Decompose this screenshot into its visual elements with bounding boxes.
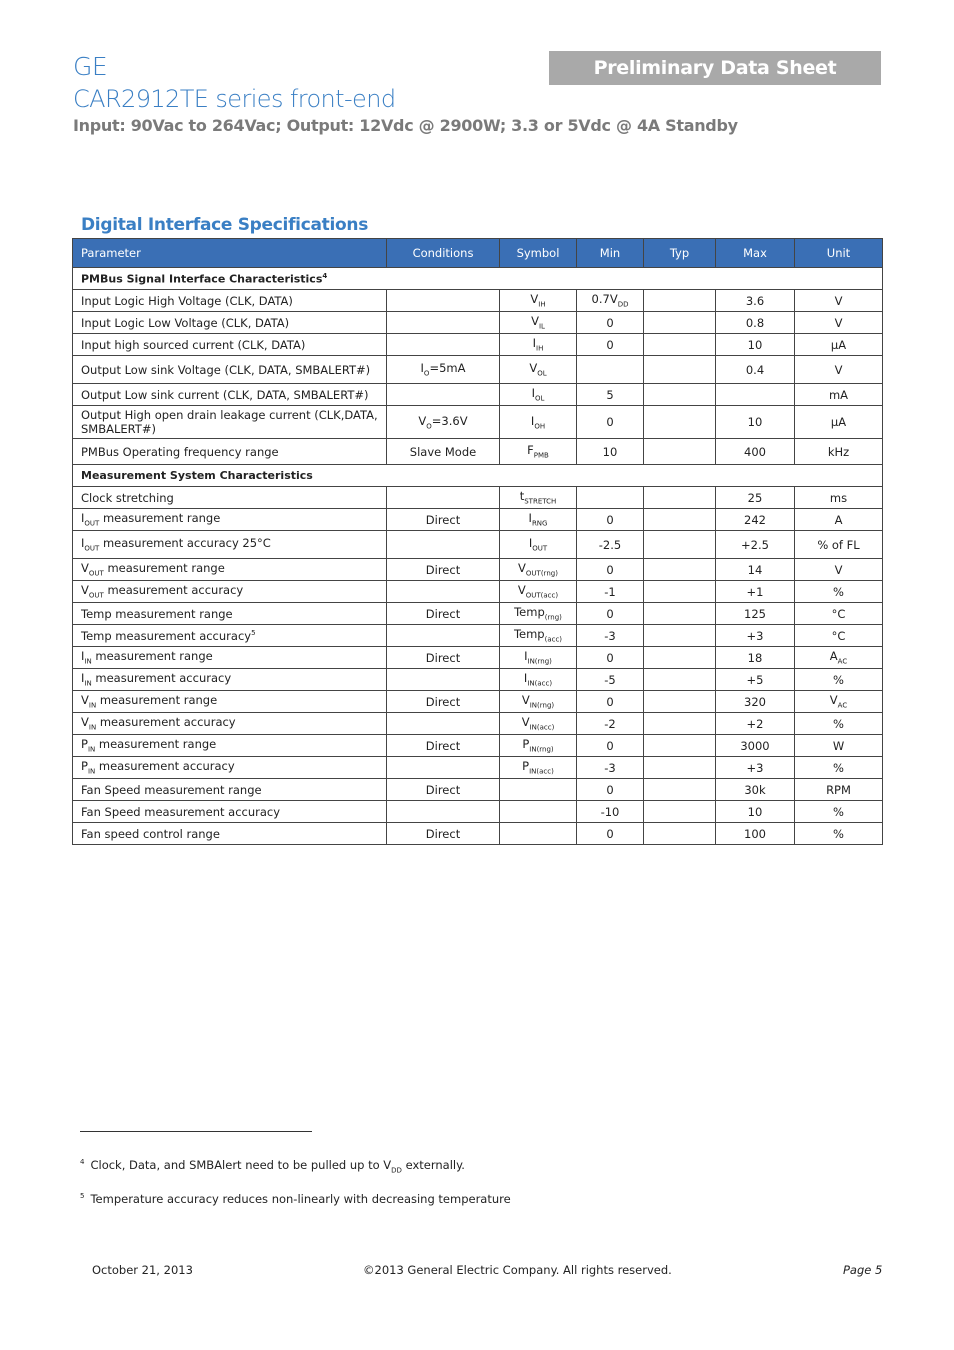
footnote-divider (80, 1131, 312, 1132)
cell-typ (644, 713, 716, 735)
cell-sym: $V_{IN(acc)}$ (500, 713, 577, 735)
cell-max: 320 (716, 691, 795, 713)
cell-param: Output Low sink Voltage (CLK, DATA, SMBALERT#) (73, 356, 387, 384)
cell-min: 0 (577, 406, 644, 439)
cell-min: -3 (577, 757, 644, 779)
cell-typ (644, 669, 716, 691)
cell-unit: kHz (795, 439, 883, 465)
cell-cond (387, 581, 500, 603)
section-title: Digital Interface Specifications (81, 215, 369, 235)
cell-max: 25 (716, 487, 795, 509)
cell-max: 0.4 (716, 356, 795, 384)
cell-cond: $V_O=3.6V$ (387, 406, 500, 439)
cell-cond (387, 669, 500, 691)
cell-typ (644, 757, 716, 779)
cell-min: 0 (577, 823, 644, 845)
cell-unit: % (795, 713, 883, 735)
table-row (73, 531, 883, 559)
cell-cond (387, 290, 500, 312)
cell-cond: Direct (387, 691, 500, 713)
cell-unit: $A_{AC}$ (795, 647, 883, 669)
footnote-4: $^4$ Clock, Data, and SMBAlert need to be pulled up to $V_{DD}$ externally. (80, 1158, 465, 1175)
cell-max: 400 (716, 439, 795, 465)
cell-min: 0 (577, 312, 644, 334)
cell-sym: $I_{OUT}$ (500, 531, 577, 559)
cell-max: 14 (716, 559, 795, 581)
cell-cond (387, 625, 500, 647)
table-row (73, 625, 883, 647)
cell-typ (644, 356, 716, 384)
cell-cond (387, 801, 500, 823)
cell-sym: $t_{STRETCH}$ (500, 487, 577, 509)
cell-param: $I_{IN}$ measurement accuracy (73, 669, 387, 691)
footer-copyright: ©2013 General Electric Company. All rights reserved. (363, 1263, 672, 1277)
cell-sym: $V_{IH}$ (500, 290, 577, 312)
cell-cond (387, 713, 500, 735)
table-row (73, 439, 883, 465)
cell-typ (644, 312, 716, 334)
cell-max: +2.5 (716, 531, 795, 559)
section-label: PMBus Signal Interface Characteristics (81, 272, 323, 286)
cell-param: Fan speed control range (73, 823, 387, 845)
cell-unit: ms (795, 487, 883, 509)
header-max: Max (716, 239, 795, 268)
cell-typ (644, 823, 716, 845)
cell-sym: $V_{OUT(rng)}$ (500, 559, 577, 581)
table-section-row (73, 465, 883, 487)
header-unit: Unit (795, 239, 883, 268)
table-header-row (73, 239, 883, 268)
cell-unit: µA (795, 406, 883, 439)
table-row (73, 559, 883, 581)
cell-min: -10 (577, 801, 644, 823)
cell-typ (644, 290, 716, 312)
table-row (73, 757, 883, 779)
footnote-5: $^5$ Temperature accuracy reduces non-linearly with decreasing temperature (80, 1192, 511, 1206)
cell-max: 0.8 (716, 312, 795, 334)
table-row (73, 801, 883, 823)
cell-param: Temp measurement accuracy$^5$ (73, 625, 387, 647)
table-row (73, 384, 883, 406)
cell-cond: Direct (387, 735, 500, 757)
table-row (73, 487, 883, 509)
cell-param: PMBus Operating frequency range (73, 439, 387, 465)
cell-param: $I_{OUT}$ measurement accuracy 25°C (73, 531, 387, 559)
cell-max: +1 (716, 581, 795, 603)
cell-typ (644, 439, 716, 465)
cell-typ (644, 603, 716, 625)
footnote-ref: 4 (322, 271, 328, 280)
cell-cond: Direct (387, 559, 500, 581)
cell-typ (644, 691, 716, 713)
cell-max: 3.6 (716, 290, 795, 312)
cell-max: +2 (716, 713, 795, 735)
cell-max: +5 (716, 669, 795, 691)
cell-sym (500, 779, 577, 801)
cell-sym: $I_{IH}$ (500, 334, 577, 356)
table-row (73, 290, 883, 312)
cell-unit: V (795, 559, 883, 581)
cell-typ (644, 487, 716, 509)
cell-unit: % (795, 669, 883, 691)
cell-param: Temp measurement range (73, 603, 387, 625)
cell-max (716, 384, 795, 406)
cell-min: 0 (577, 691, 644, 713)
cell-cond: Slave Mode (387, 439, 500, 465)
cell-sym (500, 823, 577, 845)
cell-min: -5 (577, 669, 644, 691)
cell-cond (387, 384, 500, 406)
cell-max: 10 (716, 801, 795, 823)
cell-unit: V (795, 356, 883, 384)
cell-sym: $I_{IN(acc)}$ (500, 669, 577, 691)
cell-min: -2 (577, 713, 644, 735)
cell-sym: $I_{IN(rng)}$ (500, 647, 577, 669)
cell-max: +3 (716, 757, 795, 779)
table-row (73, 691, 883, 713)
cell-sym: $P_{IN(rng)}$ (500, 735, 577, 757)
cell-sym: $V_{IN(rng)}$ (500, 691, 577, 713)
table-row (73, 779, 883, 801)
table-row (73, 312, 883, 334)
cell-param: $I_{IN}$ measurement range (73, 647, 387, 669)
cell-typ (644, 559, 716, 581)
cell-max: 18 (716, 647, 795, 669)
header-typ: Typ (644, 239, 716, 268)
footer-page-number: Page 5 (843, 1263, 883, 1277)
cell-cond: Direct (387, 603, 500, 625)
cell-sym: $F_{PMB}$ (500, 439, 577, 465)
header-parameter: Parameter (73, 239, 387, 268)
cell-param: $P_{IN}$ measurement range (73, 735, 387, 757)
footer-date: October 21, 2013 (92, 1263, 193, 1277)
table-row (73, 669, 883, 691)
cell-unit: °C (795, 603, 883, 625)
cell-unit: mA (795, 384, 883, 406)
cell-sym: $P_{IN(acc)}$ (500, 757, 577, 779)
cell-unit: % (795, 801, 883, 823)
cell-cond: Direct (387, 779, 500, 801)
cell-min: 0 (577, 559, 644, 581)
cell-param: $V_{IN}$ measurement range (73, 691, 387, 713)
cell-max: 3000 (716, 735, 795, 757)
cell-unit: W (795, 735, 883, 757)
section-label: Measurement System Characteristics (73, 465, 883, 487)
cell-param: Input high sourced current (CLK, DATA) (73, 334, 387, 356)
cell-cond: Direct (387, 823, 500, 845)
cell-typ (644, 735, 716, 757)
cell-sym: $I_{OL}$ (500, 384, 577, 406)
cell-min (577, 356, 644, 384)
cell-param: $V_{OUT}$ measurement accuracy (73, 581, 387, 603)
cell-sym (500, 801, 577, 823)
cell-unit: V (795, 290, 883, 312)
cell-typ (644, 384, 716, 406)
cell-cond (387, 757, 500, 779)
preliminary-badge: Preliminary Data Sheet (549, 51, 881, 85)
brand-name: GE (73, 52, 108, 81)
cell-cond: $I_O=5mA$ (387, 356, 500, 384)
cell-sym: Temp$_{(acc)}$ (500, 625, 577, 647)
cell-sym: $V_{OUT(acc)}$ (500, 581, 577, 603)
cell-cond (387, 487, 500, 509)
cell-typ (644, 509, 716, 531)
cell-typ (644, 625, 716, 647)
cell-cond (387, 531, 500, 559)
cell-min: -3 (577, 625, 644, 647)
cell-param: $V_{IN}$ measurement accuracy (73, 713, 387, 735)
table-row (73, 509, 883, 531)
table-row (73, 603, 883, 625)
cell-sym: $V_{OL}$ (500, 356, 577, 384)
cell-cond: Direct (387, 647, 500, 669)
cell-typ (644, 801, 716, 823)
table-section-row (73, 268, 883, 290)
cell-max: 100 (716, 823, 795, 845)
cell-max: 125 (716, 603, 795, 625)
cell-cond (387, 334, 500, 356)
cell-unit: % (795, 581, 883, 603)
table-row (73, 647, 883, 669)
cell-param: $I_{OUT}$ measurement range (73, 509, 387, 531)
cell-cond: Direct (387, 509, 500, 531)
cell-param: Fan Speed measurement range (73, 779, 387, 801)
cell-min: -1 (577, 581, 644, 603)
cell-unit: % of FL (795, 531, 883, 559)
header-symbol: Symbol (500, 239, 577, 268)
cell-min: 0 (577, 647, 644, 669)
table-row (73, 823, 883, 845)
table-row (73, 581, 883, 603)
cell-max: 10 (716, 406, 795, 439)
cell-unit: A (795, 509, 883, 531)
cell-max: 30k (716, 779, 795, 801)
product-title: CAR2912TE series front-end (73, 85, 396, 113)
cell-unit: °C (795, 625, 883, 647)
cell-sym: $I_{RNG}$ (500, 509, 577, 531)
cell-sym: $I_{OH}$ (500, 406, 577, 439)
cell-min: 0 (577, 735, 644, 757)
cell-max: 242 (716, 509, 795, 531)
cell-typ (644, 531, 716, 559)
cell-typ (644, 581, 716, 603)
cell-typ (644, 779, 716, 801)
cell-min: 0 (577, 334, 644, 356)
cell-sym: $V_{IL}$ (500, 312, 577, 334)
cell-unit: $V_{AC}$ (795, 691, 883, 713)
table-row (73, 735, 883, 757)
cell-min: 0 (577, 509, 644, 531)
cell-param: $P_{IN}$ measurement accuracy (73, 757, 387, 779)
cell-min: 0 (577, 603, 644, 625)
cell-min: 10 (577, 439, 644, 465)
cell-typ (644, 406, 716, 439)
cell-unit: % (795, 823, 883, 845)
header-conditions: Conditions (387, 239, 500, 268)
cell-min: -2.5 (577, 531, 644, 559)
header-min: Min (577, 239, 644, 268)
cell-unit: V (795, 312, 883, 334)
cell-min: $0.7V_{DD}$ (577, 290, 644, 312)
cell-param: $V_{OUT}$ measurement range (73, 559, 387, 581)
table-row (73, 334, 883, 356)
cell-typ (644, 647, 716, 669)
cell-unit: µA (795, 334, 883, 356)
cell-param: Output Low sink current (CLK, DATA, SMBALERT#) (73, 384, 387, 406)
cell-max: +3 (716, 625, 795, 647)
cell-param: Clock stretching (73, 487, 387, 509)
spec-table (72, 238, 883, 845)
cell-min: 0 (577, 779, 644, 801)
cell-unit: % (795, 757, 883, 779)
cell-cond (387, 312, 500, 334)
table-row (73, 713, 883, 735)
cell-param: Input Logic Low Voltage (CLK, DATA) (73, 312, 387, 334)
cell-param: Fan Speed measurement accuracy (73, 801, 387, 823)
cell-max: 10 (716, 334, 795, 356)
cell-min: 5 (577, 384, 644, 406)
cell-param: Input Logic High Voltage (CLK, DATA) (73, 290, 387, 312)
cell-unit: RPM (795, 779, 883, 801)
table-row (73, 356, 883, 384)
product-subtitle: Input: 90Vac to 264Vac; Output: 12Vdc @ 2900W; 3.3 or 5Vdc @ 4A Standby (73, 116, 738, 135)
table-row (73, 406, 883, 439)
cell-min (577, 487, 644, 509)
cell-typ (644, 334, 716, 356)
cell-param: Output High open drain leakage current (CLK,DATA, SMBALERT#) (73, 406, 387, 439)
cell-sym: Temp$_{(rng)}$ (500, 603, 577, 625)
